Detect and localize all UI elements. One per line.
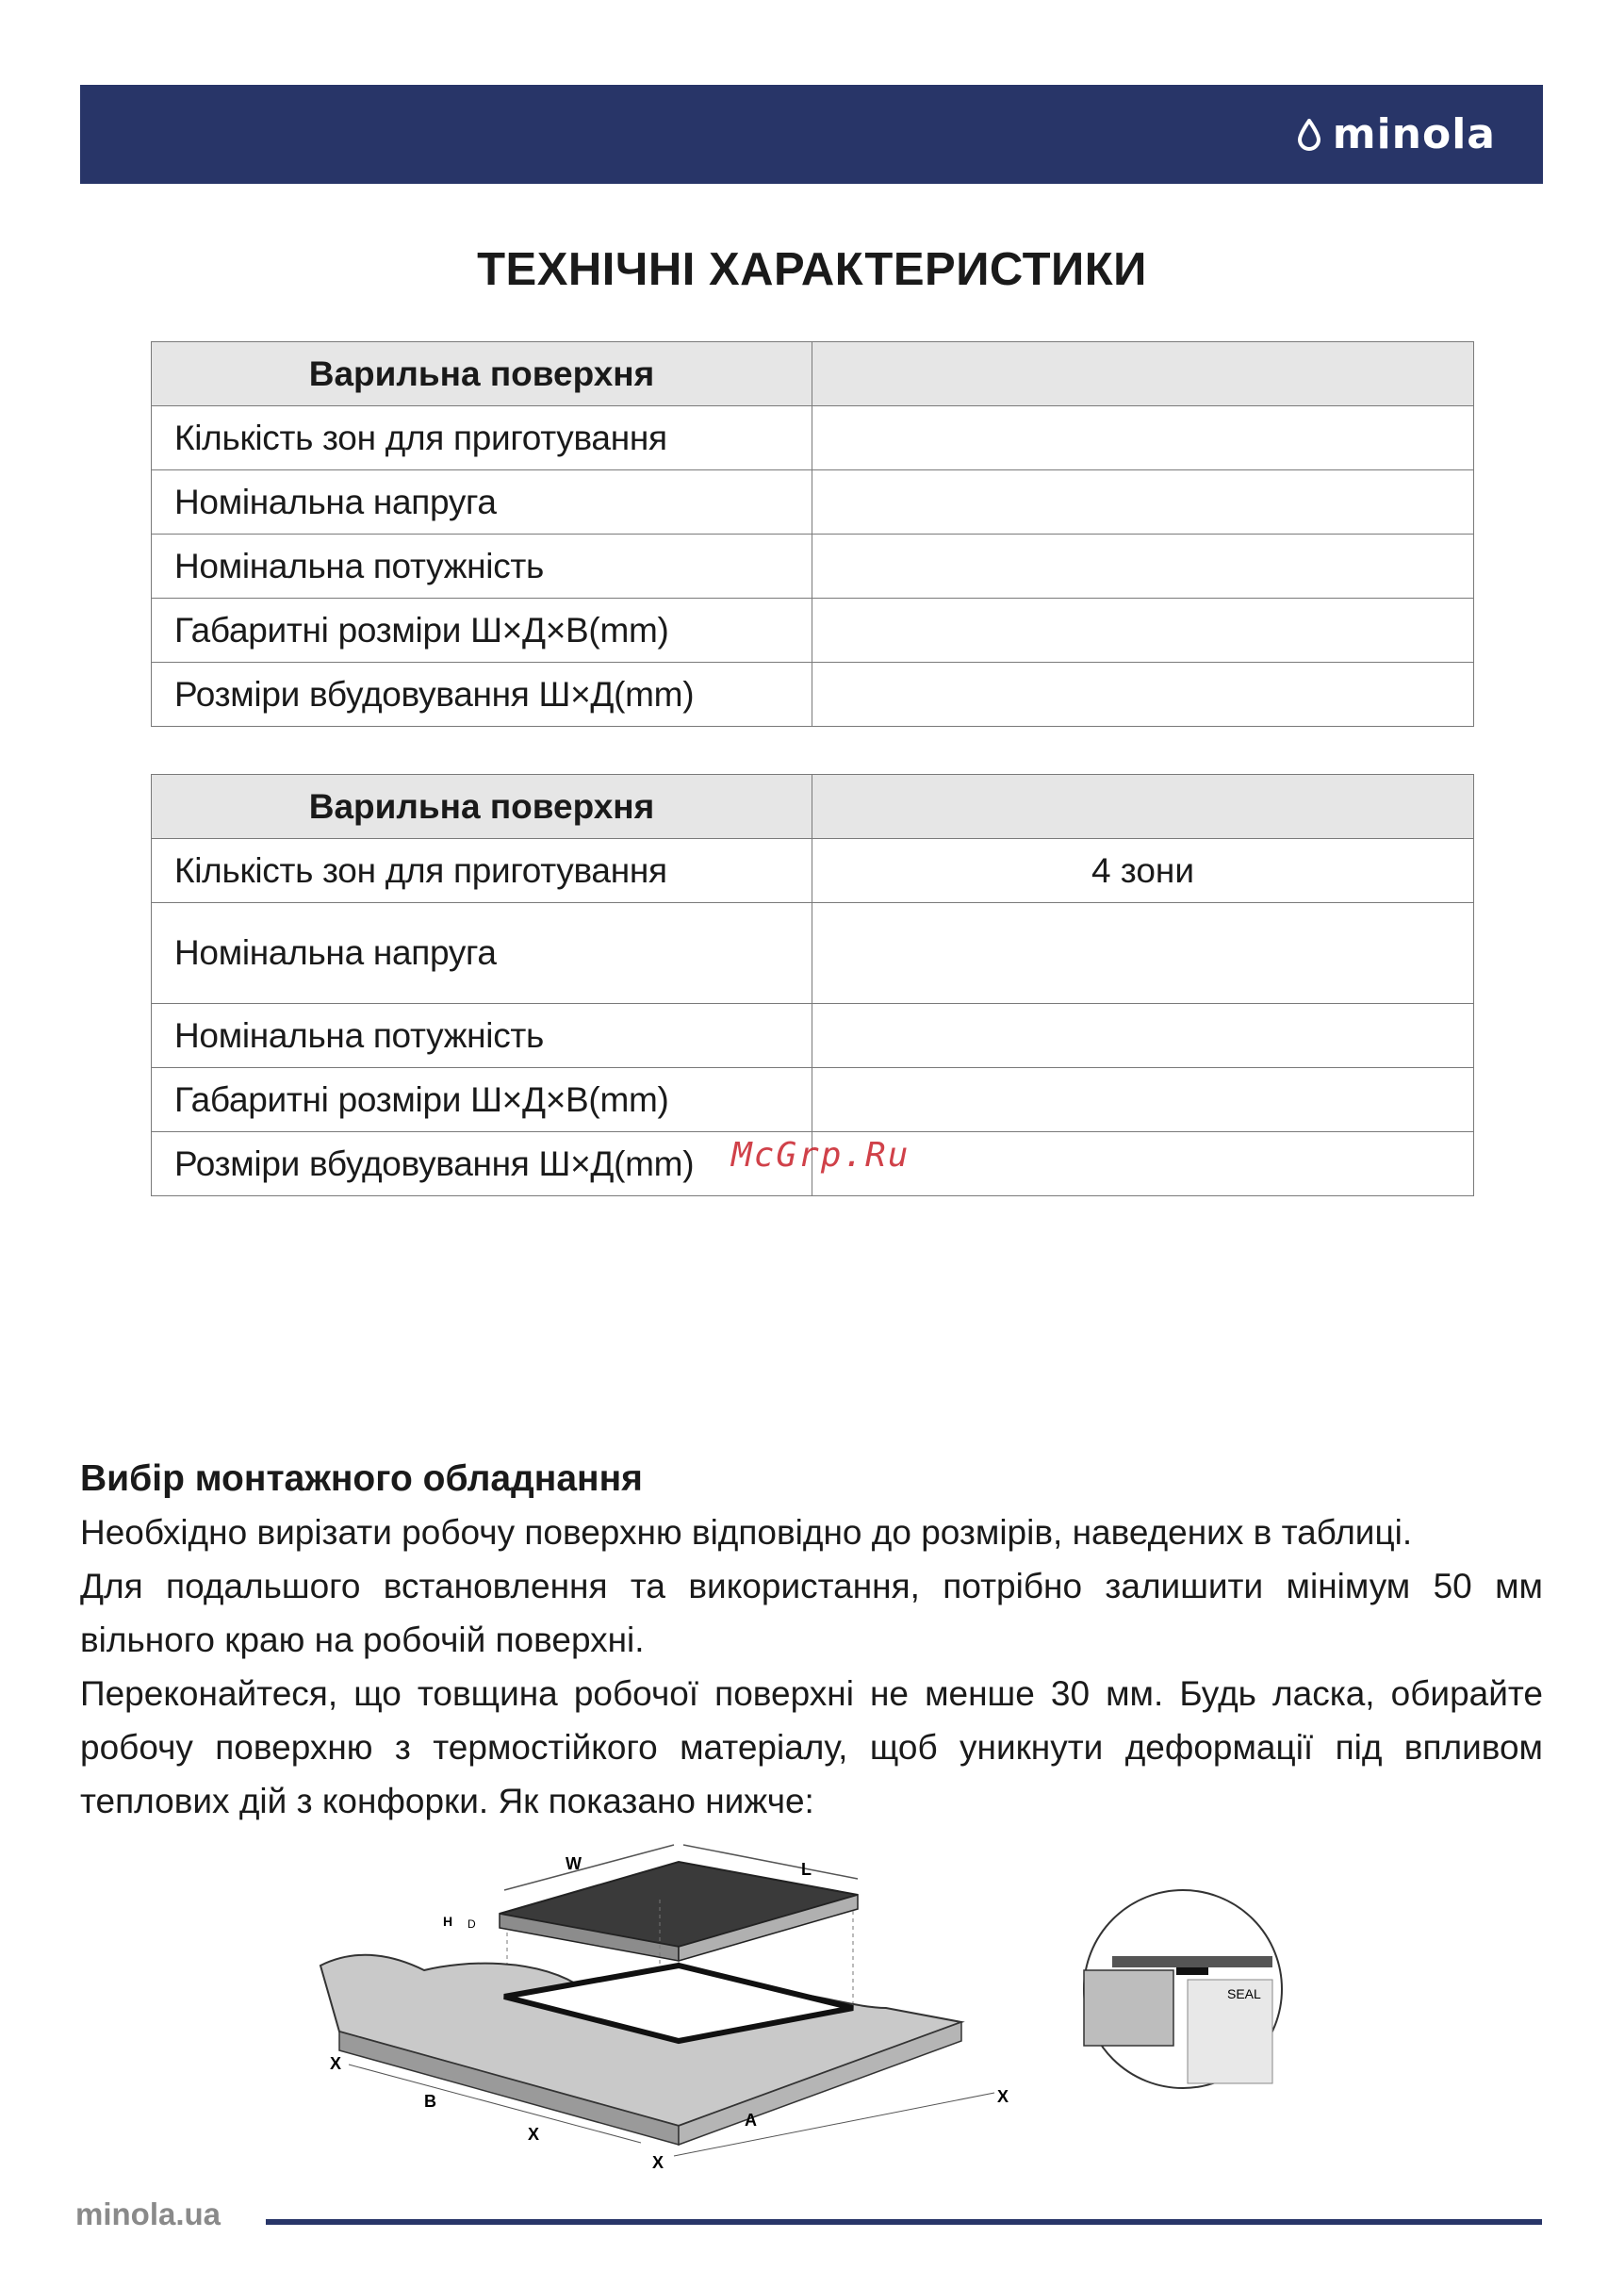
label-h: H	[443, 1914, 453, 1929]
row-label: Кількість зон для приготування	[152, 839, 812, 903]
table-header-row	[152, 342, 1474, 406]
table-row	[152, 535, 1474, 599]
table-row	[152, 1068, 1474, 1132]
label-x: X	[652, 2153, 664, 2172]
watermark: McGrp.Ru	[731, 1136, 910, 1175]
page-title: ТЕХНІЧНІ ХАРАКТЕРИСТИКИ	[477, 244, 1147, 295]
table-header-label: Варильна поверхня	[152, 342, 812, 406]
table-row	[152, 663, 1474, 727]
mounting-section	[80, 1452, 1543, 1828]
label-d: D	[468, 1917, 476, 1931]
row-label: Кількість зон для приготування	[152, 406, 812, 470]
brand-name: minola	[1332, 110, 1496, 158]
row-value	[812, 470, 1474, 535]
header-bar	[80, 85, 1543, 184]
row-value: 4 зони	[812, 839, 1474, 903]
row-value	[812, 535, 1474, 599]
row-label: Номінальна потужність	[152, 535, 812, 599]
table-row	[152, 406, 1474, 470]
label-x: X	[330, 2054, 342, 2073]
drop-icon	[1297, 119, 1321, 151]
table-row	[152, 903, 1474, 1004]
paragraph: Переконайтеся, що товщина робочої поверхні не менше 30 мм. Будь ласка, обирайте робочу поверхню з термостійкого матеріалу, щоб уникнути деформації під впливом теплових дій з конфорки. Як показано нижче:	[80, 1674, 1543, 1820]
footer-divider	[266, 2219, 1542, 2225]
row-label: Розміри вбудовування Ш×Д(mm)	[152, 1132, 812, 1196]
label-a: A	[745, 2111, 757, 2130]
row-value	[812, 903, 1474, 1004]
table-row	[152, 470, 1474, 535]
footer-site: minola.ua	[75, 2197, 221, 2231]
row-value	[812, 406, 1474, 470]
row-value	[812, 663, 1474, 727]
brand-logo	[1297, 110, 1496, 158]
table-row	[152, 599, 1474, 663]
label-x: X	[997, 2087, 1009, 2106]
row-label: Габаритні розміри Ш×Д×В(mm)	[152, 599, 812, 663]
paragraph: Для подальшого встановлення та використання, потрібно залишити мінімум 50 мм вільного краю на робочій поверхні.	[80, 1567, 1543, 1659]
table-row	[152, 1004, 1474, 1068]
label-b: B	[424, 2092, 436, 2111]
table-header-value	[812, 342, 1474, 406]
spec-table-1	[151, 341, 1474, 727]
row-value	[812, 1004, 1474, 1068]
table-row	[152, 839, 1474, 903]
label-l: L	[801, 1860, 812, 1879]
label-seal: SEAL	[1227, 1986, 1261, 2001]
row-label: Номінальна потужність	[152, 1004, 812, 1068]
row-label: Номінальна напруга	[152, 903, 812, 1004]
label-w: W	[566, 1854, 582, 1873]
row-value	[812, 1068, 1474, 1132]
section-title: Вибір монтажного обладнання	[80, 1458, 643, 1499]
spec-table-2	[151, 774, 1474, 1196]
row-value	[812, 599, 1474, 663]
label-x: X	[528, 2125, 540, 2144]
row-value	[812, 1132, 1474, 1196]
table-header-value	[812, 775, 1474, 839]
table-header-row	[152, 775, 1474, 839]
row-label: Розміри вбудовування Ш×Д(mm)	[152, 663, 812, 727]
paragraph: Необхідно вирізати робочу поверхню відповідно до розмірів, наведених в таблиці.	[80, 1513, 1413, 1552]
seal-detail	[1084, 1890, 1282, 2088]
worktop-illustration	[320, 1955, 1009, 2172]
row-label: Номінальна напруга	[152, 470, 812, 535]
table-header-label: Варильна поверхня	[152, 775, 812, 839]
row-label: Габаритні розміри Ш×Д×В(mm)	[152, 1068, 812, 1132]
installation-diagram	[302, 1843, 1357, 2182]
